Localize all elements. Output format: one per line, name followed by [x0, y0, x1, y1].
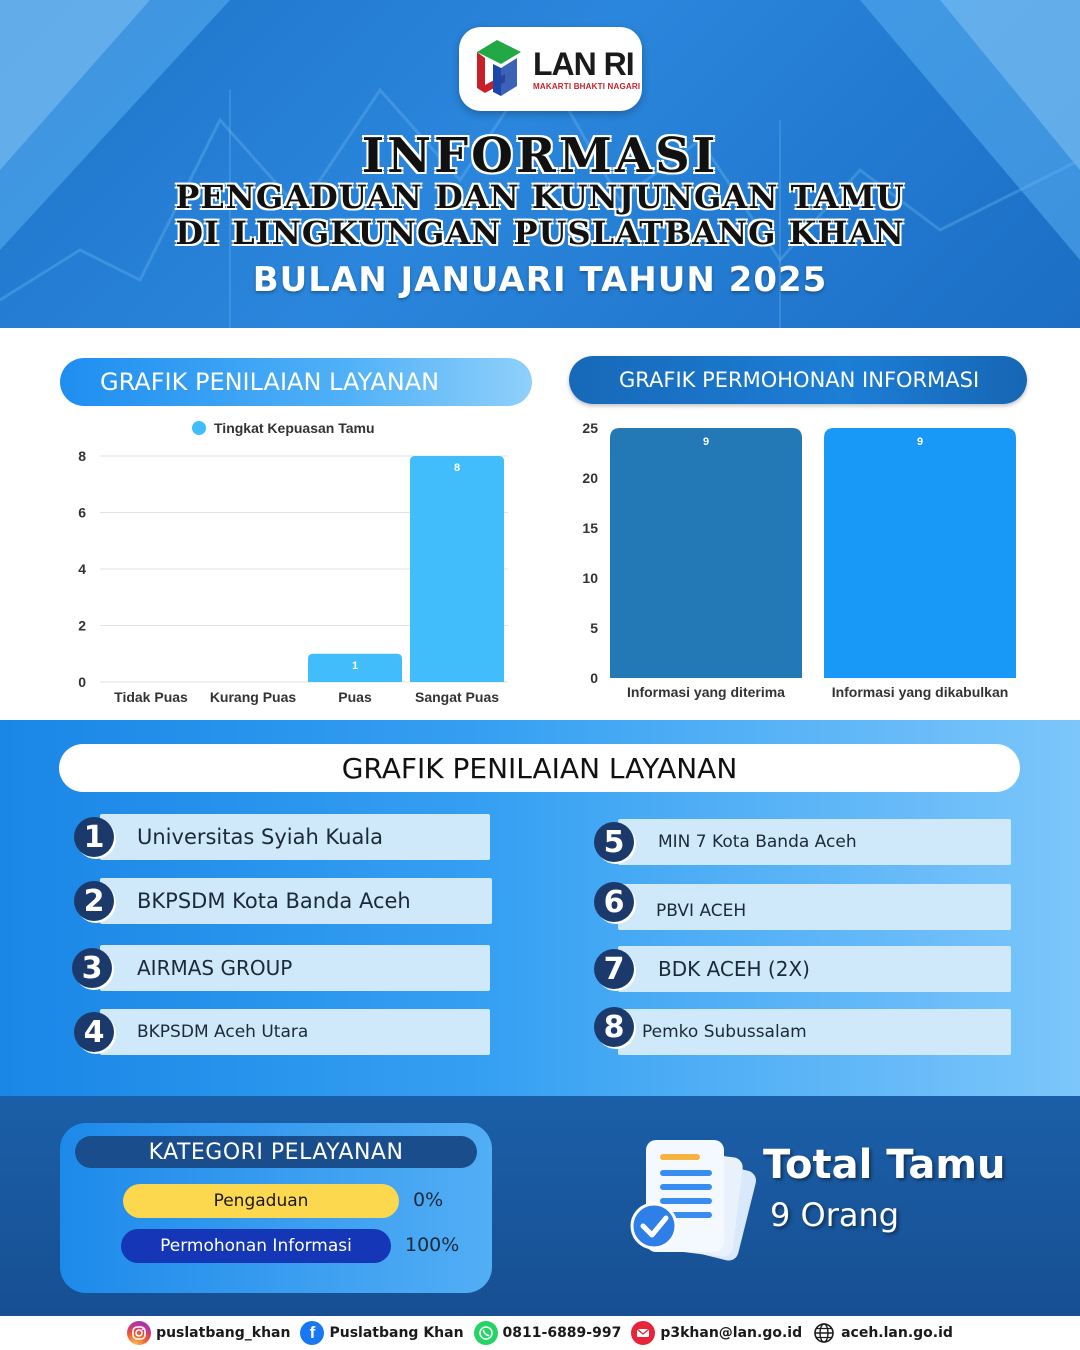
whatsapp-number: 0811-6889-997 [502, 1325, 622, 1341]
list-item [594, 819, 1014, 865]
list-item [72, 1009, 492, 1055]
category-card [60, 1123, 492, 1293]
bar-value-label: 1 [351, 659, 359, 672]
category-title: KATEGORI PELAYANAN [75, 1136, 477, 1168]
lan-logo-icon [471, 38, 529, 100]
instagram-icon [127, 1321, 151, 1345]
y-tick-label: 15 [582, 520, 598, 536]
subtitle-line1: PENGADUAN DAN KUNJUNGAN TAMU [175, 178, 905, 216]
list-item [72, 945, 492, 991]
website-url: aceh.lan.go.id [841, 1325, 953, 1341]
total-title: Total Tamu [763, 1142, 1006, 1188]
bar [824, 428, 1016, 678]
visitor-name: Pemko Subussalam [618, 1009, 1011, 1055]
list-item [594, 1009, 1014, 1055]
logo-name: LAN RI [533, 45, 634, 82]
y-tick-label: 4 [78, 561, 86, 577]
footer-contacts [0, 1316, 1080, 1350]
facebook-page: Puslatbang Khan [329, 1325, 464, 1341]
x-tick-label: Informasi yang diterima [627, 684, 785, 700]
visitor-name: PBVI ACEH [618, 884, 1011, 930]
logo-tagline: MAKARTI BHAKTI NAGARI [533, 81, 641, 91]
list-item [594, 946, 1014, 992]
subtitle-line2: DI LINGKUNGAN PUSLATBANG KHAN [175, 214, 905, 252]
bar [610, 428, 802, 678]
legend-marker [192, 421, 206, 435]
visitor-number: 4 [74, 1012, 114, 1052]
whatsapp-icon [474, 1321, 498, 1345]
x-tick-label: Sangat Puas [414, 689, 500, 705]
y-tick-label: 0 [590, 670, 598, 686]
y-tick-label: 0 [78, 674, 86, 690]
visitor-number: 8 [594, 1007, 634, 1047]
list-item [72, 814, 492, 860]
email-icon [631, 1321, 655, 1345]
visitor-number: 7 [594, 949, 634, 989]
footer-email[interactable] [631, 1321, 802, 1345]
left-chart-title: GRAFIK PENILAIAN LAYANAN [60, 358, 532, 406]
right-chart-title: GRAFIK PERMOHONAN INFORMASI [569, 356, 1027, 404]
document-check-icon [628, 1134, 760, 1274]
category-pengaduan: Pengaduan [123, 1184, 399, 1218]
satisfaction-bar-chart [60, 410, 520, 712]
legend-label: Tingkat Kepuasan Tamu [214, 420, 375, 436]
category-pengaduan-percent: 0% [413, 1189, 444, 1211]
visitor-number: 5 [594, 822, 634, 862]
total-count: 9 Orang [770, 1196, 900, 1234]
logo [459, 27, 642, 111]
footer-facebook[interactable] [300, 1321, 463, 1345]
facebook-icon: f [300, 1321, 324, 1345]
email-address: p3khan@lan.go.id [660, 1325, 803, 1341]
bar [410, 456, 504, 682]
bar-value-label: 9 [916, 436, 924, 448]
bar-value-label: 8 [453, 462, 461, 474]
visitor-name: BKPSDM Kota Banda Aceh [100, 878, 492, 924]
footer-instagram[interactable] [127, 1321, 290, 1345]
visitor-name: BDK ACEH (2X) [618, 946, 1011, 992]
y-tick-label: 6 [78, 504, 86, 521]
visitor-number: 2 [74, 881, 114, 921]
visitor-number: 3 [72, 948, 112, 988]
bar-value-label: 9 [702, 436, 710, 448]
period-label: BULAN JANUARI TAHUN 2025 [252, 260, 828, 300]
summary-section [0, 1096, 1080, 1316]
visitors-section [0, 720, 1080, 1096]
header-banner [0, 0, 1080, 328]
y-tick-label: 2 [78, 617, 86, 634]
category-permohonan: Permohonan Informasi [121, 1229, 391, 1263]
globe-icon [812, 1321, 836, 1345]
instagram-handle: puslatbang_khan [156, 1325, 291, 1341]
y-tick-label: 10 [582, 570, 598, 586]
x-tick-label: Tidak Puas [114, 689, 188, 705]
y-tick-label: 8 [78, 448, 86, 464]
list-item [594, 884, 1014, 930]
category-permohonan-percent: 100% [405, 1234, 460, 1256]
x-tick-label: Kurang Puas [209, 689, 297, 705]
visitor-name: Universitas Syiah Kuala [100, 814, 490, 860]
visitors-title: GRAFIK PENILAIAN LAYANAN [59, 744, 1020, 792]
footer-whatsapp[interactable] [474, 1321, 622, 1345]
y-tick-label: 5 [590, 620, 598, 636]
information-bar-chart [570, 410, 1040, 712]
visitor-number: 6 [594, 882, 634, 922]
visitor-name: AIRMAS GROUP [100, 945, 490, 991]
y-tick-label: 20 [582, 470, 598, 486]
visitor-name: MIN 7 Kota Banda Aceh [618, 819, 1011, 865]
list-item [74, 878, 494, 924]
y-tick-label: 25 [582, 420, 598, 436]
page-title: INFORMASI [361, 128, 719, 184]
visitor-name: BKPSDM Aceh Utara [100, 1009, 490, 1055]
x-tick-label: Informasi yang dikabulkan [831, 684, 1009, 700]
x-tick-label: Puas [338, 689, 372, 705]
footer-website[interactable] [812, 1321, 953, 1345]
visitor-number: 1 [74, 817, 114, 857]
